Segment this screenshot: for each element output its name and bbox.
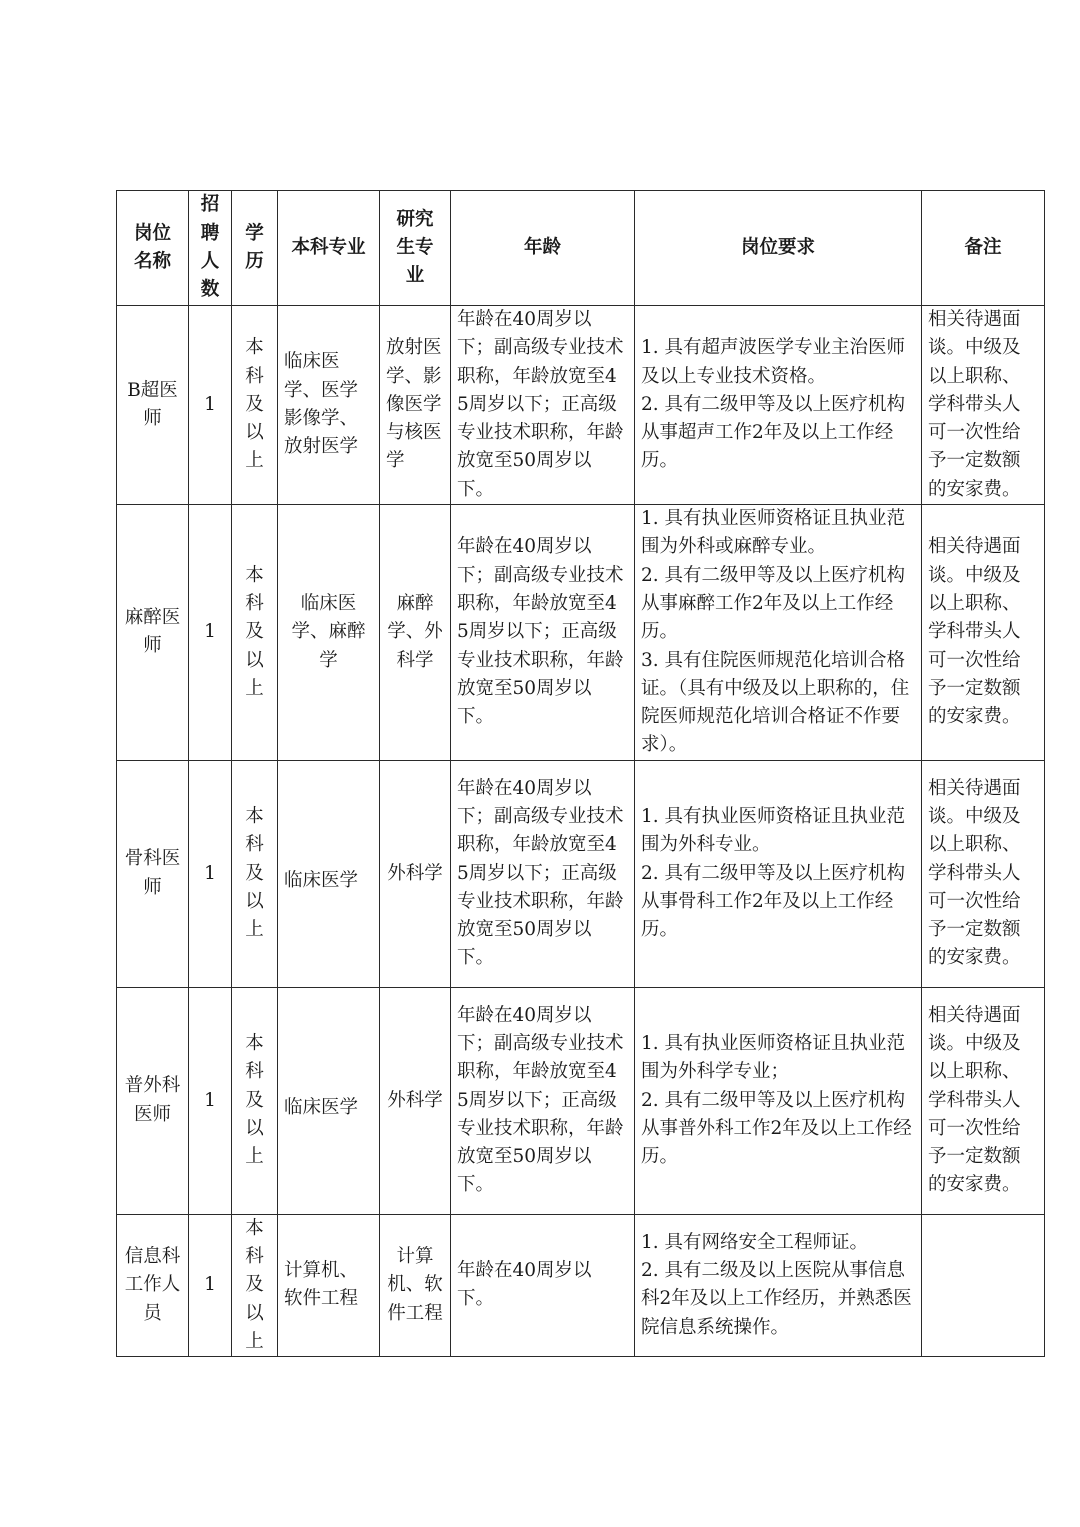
table-header-row xyxy=(117,191,1045,306)
cell-remarks: 相关待遇面谈。中级及以上职称、学科带头人可一次性给予一定数额的安家费。 xyxy=(922,987,1045,1214)
cell-undergrad-major: 临床医学、麻醉学 xyxy=(278,505,380,761)
cell-age: 年龄在40周岁以下；副高级专业技术职称，年龄放宽至45周岁以下；正高级专业技术职称，年龄放宽至50周岁以下。 xyxy=(451,505,635,761)
requirement-item: 3. 具有住院医师规范化培训合格证。（具有中级及以上职称的，住院医师规范化培训合格证不作要求）。 xyxy=(641,649,910,756)
cell-age: 年龄在40周岁以下；副高级专业技术职称，年龄放宽至45周岁以下；正高级专业技术职称，年龄放宽至50周岁以下。 xyxy=(451,987,635,1214)
cell-position: 普外科医师 xyxy=(117,987,189,1214)
requirement-item: 2. 具有二级甲等及以上医疗机构从事骨科工作2年及以上工作经历。 xyxy=(641,862,906,941)
cell-position: 信息科工作人员 xyxy=(117,1214,189,1356)
cell-undergrad-major: 临床医学 xyxy=(278,760,380,987)
cell-requirements xyxy=(635,760,922,987)
table-row xyxy=(117,760,1045,987)
header-position: 岗位名称 xyxy=(117,191,189,306)
cell-education: 本科及以上 xyxy=(232,987,278,1214)
requirement-item: 1. 具有执业医师资格证且执业范围为外科学专业； xyxy=(641,1033,906,1083)
cell-position: 骨科医师 xyxy=(117,760,189,987)
cell-grad-major: 外科学 xyxy=(380,760,451,987)
cell-grad-major: 放射医学、影像医学与核医学 xyxy=(380,306,451,505)
cell-education: 本科及以上 xyxy=(232,760,278,987)
cell-count: 1 xyxy=(189,306,232,505)
table-row xyxy=(117,306,1045,505)
requirement-item: 1. 具有超声波医学专业主治医师及以上专业技术资格。 xyxy=(641,337,906,387)
cell-requirements xyxy=(635,987,922,1214)
cell-requirements xyxy=(635,306,922,505)
cell-age: 年龄在40周岁以下；副高级专业技术职称，年龄放宽至45周岁以下；正高级专业技术职称，年龄放宽至50周岁以下。 xyxy=(451,760,635,987)
cell-count: 1 xyxy=(189,1214,232,1356)
requirement-item: 2. 具有二级甲等及以上医疗机构从事超声工作2年及以上工作经历。 xyxy=(641,393,906,472)
requirement-item: 1. 具有执业医师资格证且执业范围为外科或麻醉专业。 xyxy=(641,508,906,558)
cell-remarks: 相关待遇面谈。中级及以上职称、学科带头人可一次性给予一定数额的安家费。 xyxy=(922,760,1045,987)
cell-grad-major: 外科学 xyxy=(380,987,451,1214)
requirement-item: 1. 具有执业医师资格证且执业范围为外科专业。 xyxy=(641,806,906,856)
requirement-item: 2. 具有二级甲等及以上医疗机构从事麻醉工作2年及以上工作经历。 xyxy=(641,564,906,643)
table-row xyxy=(117,505,1045,761)
cell-position: B超医师 xyxy=(117,306,189,505)
header-education: 学历 xyxy=(232,191,278,306)
cell-undergrad-major: 计算机、软件工程 xyxy=(278,1214,380,1356)
header-grad-major: 研究生专业 xyxy=(380,191,451,306)
cell-remarks: 相关待遇面谈。中级及以上职称、学科带头人可一次性给予一定数额的安家费。 xyxy=(922,306,1045,505)
cell-requirements xyxy=(635,505,922,761)
cell-count: 1 xyxy=(189,760,232,987)
cell-position: 麻醉医师 xyxy=(117,505,189,761)
cell-count: 1 xyxy=(189,987,232,1214)
requirement-item: 2. 具有二级甲等及以上医疗机构从事普外科工作2年及以上工作经历。 xyxy=(641,1089,912,1168)
table-row xyxy=(117,1214,1045,1356)
cell-education: 本科及以上 xyxy=(232,1214,278,1356)
cell-age: 年龄在40周岁以下。 xyxy=(451,1214,635,1356)
cell-remarks: 相关待遇面谈。中级及以上职称、学科带头人可一次性给予一定数额的安家费。 xyxy=(922,505,1045,761)
requirement-item: 2. 具有二级及以上医院从事信息科2年及以上工作经历，并熟悉医院信息系统操作。 xyxy=(641,1260,912,1338)
recruitment-table xyxy=(116,190,1045,1357)
header-requirements: 岗位要求 xyxy=(635,191,922,306)
cell-education: 本科及以上 xyxy=(232,505,278,761)
cell-grad-major: 计算机、软件工程 xyxy=(380,1214,451,1356)
header-remarks: 备注 xyxy=(922,191,1045,306)
cell-requirements xyxy=(635,1214,922,1356)
cell-age: 年龄在40周岁以下；副高级专业技术职称，年龄放宽至45周岁以下；正高级专业技术职称，年龄放宽至50周岁以下。 xyxy=(451,306,635,505)
cell-undergrad-major: 临床医学、医学影像学、放射医学 xyxy=(278,306,380,505)
cell-education: 本科及以上 xyxy=(232,306,278,505)
cell-count: 1 xyxy=(189,505,232,761)
header-age: 年龄 xyxy=(451,191,635,306)
cell-grad-major: 麻醉学、外科学 xyxy=(380,505,451,761)
table-row xyxy=(117,987,1045,1214)
cell-undergrad-major: 临床医学 xyxy=(278,987,380,1214)
header-count: 招聘人数 xyxy=(189,191,232,306)
cell-remarks xyxy=(922,1214,1045,1356)
requirement-item: 1. 具有网络安全工程师证。 xyxy=(641,1231,869,1253)
header-undergrad-major: 本科专业 xyxy=(278,191,380,306)
